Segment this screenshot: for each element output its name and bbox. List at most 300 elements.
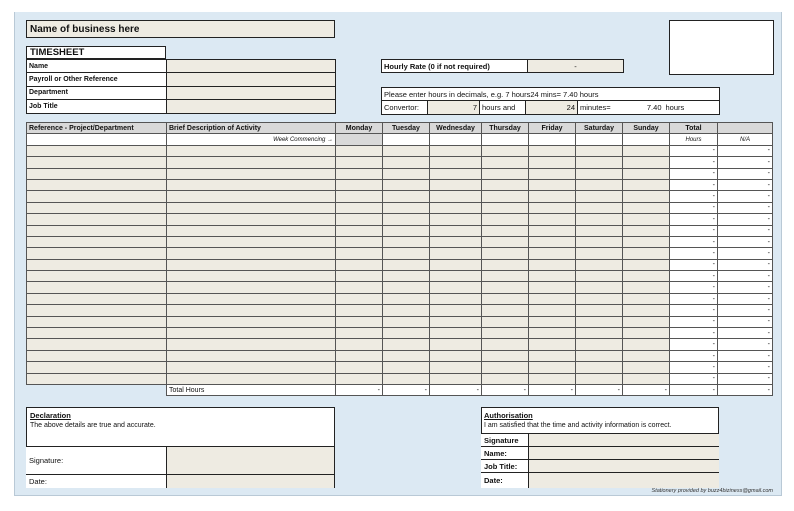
table-row bbox=[27, 271, 773, 282]
monday-hours-input[interactable] bbox=[336, 305, 383, 316]
convertor-hours-input[interactable]: 7 bbox=[428, 101, 480, 114]
thursday-hours-input[interactable] bbox=[482, 248, 529, 259]
header-reference: Reference - Project/Department bbox=[27, 123, 167, 134]
monday-hours-input[interactable] bbox=[336, 316, 383, 327]
monday-hours-input[interactable] bbox=[336, 293, 383, 304]
description-input[interactable] bbox=[167, 225, 336, 236]
row-total-cell: - bbox=[670, 339, 718, 350]
business-name-field[interactable]: Name of business here bbox=[26, 20, 335, 38]
row-total-cell: - bbox=[670, 214, 718, 225]
authorisation-date-input[interactable] bbox=[528, 472, 719, 488]
tuesday-hours-input[interactable] bbox=[383, 350, 430, 361]
header-saturday: Saturday bbox=[576, 123, 623, 134]
table-row bbox=[27, 362, 773, 373]
thursday-hours-input[interactable] bbox=[482, 259, 529, 270]
monday-hours-input[interactable] bbox=[336, 214, 383, 225]
saturday-hours-input[interactable] bbox=[576, 373, 623, 384]
saturday-hours-input[interactable] bbox=[576, 316, 623, 327]
header-wednesday: Wednesday bbox=[430, 123, 482, 134]
convertor-minutes-label: minutes= bbox=[578, 101, 624, 114]
total-hours-value: - bbox=[576, 384, 623, 395]
thursday-hours-input[interactable] bbox=[482, 316, 529, 327]
row-total-cell: - bbox=[670, 157, 718, 168]
friday-hours-input[interactable] bbox=[529, 248, 576, 259]
reference-input[interactable] bbox=[27, 202, 167, 213]
reference-input[interactable] bbox=[27, 236, 167, 247]
saturday-hours-input[interactable] bbox=[576, 191, 623, 202]
thursday-hours-input[interactable] bbox=[482, 293, 529, 304]
saturday-hours-input[interactable] bbox=[576, 282, 623, 293]
reference-input[interactable] bbox=[27, 179, 167, 190]
table-row bbox=[27, 214, 773, 225]
row-na-cell: - bbox=[718, 145, 773, 156]
monday-hours-input[interactable] bbox=[336, 202, 383, 213]
name-input[interactable] bbox=[167, 60, 336, 73]
row-total-cell: - bbox=[670, 248, 718, 259]
saturday-hours-input[interactable] bbox=[576, 225, 623, 236]
sunday-hours-input[interactable] bbox=[623, 305, 670, 316]
tuesday-hours-input[interactable] bbox=[383, 214, 430, 225]
thursday-hours-input[interactable] bbox=[482, 214, 529, 225]
tuesday-hours-input[interactable] bbox=[383, 293, 430, 304]
reference-input[interactable] bbox=[27, 157, 167, 168]
header-sunday: Sunday bbox=[623, 123, 670, 134]
sub-blank bbox=[482, 134, 529, 145]
wednesday-hours-input[interactable] bbox=[430, 271, 482, 282]
friday-hours-input[interactable] bbox=[529, 362, 576, 373]
row-total-cell: - bbox=[670, 145, 718, 156]
employee-field-label: Department bbox=[27, 86, 167, 99]
description-input[interactable] bbox=[167, 179, 336, 190]
friday-hours-input[interactable] bbox=[529, 350, 576, 361]
reference-input[interactable] bbox=[27, 191, 167, 202]
thursday-hours-input[interactable] bbox=[482, 271, 529, 282]
reference-input[interactable] bbox=[27, 316, 167, 327]
wednesday-hours-input[interactable] bbox=[430, 316, 482, 327]
description-input[interactable] bbox=[167, 214, 336, 225]
employee-field-label: Payroll or Other Reference bbox=[27, 73, 167, 86]
sub-blank bbox=[576, 134, 623, 145]
tuesday-hours-input[interactable] bbox=[383, 191, 430, 202]
hourly-rate-label: Hourly Rate (0 if not required) bbox=[382, 60, 528, 73]
row-total-cell: - bbox=[670, 293, 718, 304]
sunday-hours-input[interactable] bbox=[623, 373, 670, 384]
description-input[interactable] bbox=[167, 362, 336, 373]
wednesday-hours-input[interactable] bbox=[430, 214, 482, 225]
sunday-hours-input[interactable] bbox=[623, 157, 670, 168]
authorisation-job-title-input[interactable] bbox=[528, 459, 719, 473]
thursday-hours-input[interactable] bbox=[482, 282, 529, 293]
total-hours-value: - bbox=[623, 384, 670, 395]
friday-hours-input[interactable] bbox=[529, 293, 576, 304]
tuesday-hours-input[interactable] bbox=[383, 157, 430, 168]
reference-input[interactable] bbox=[27, 362, 167, 373]
saturday-hours-input[interactable] bbox=[576, 350, 623, 361]
friday-hours-input[interactable] bbox=[529, 145, 576, 156]
description-input[interactable] bbox=[167, 316, 336, 327]
sunday-hours-input[interactable] bbox=[623, 282, 670, 293]
reference-input[interactable] bbox=[27, 225, 167, 236]
tuesday-hours-input[interactable] bbox=[383, 168, 430, 179]
description-input[interactable] bbox=[167, 168, 336, 179]
sunday-hours-input[interactable] bbox=[623, 362, 670, 373]
logo-box bbox=[669, 20, 774, 75]
tuesday-hours-input[interactable] bbox=[383, 316, 430, 327]
friday-hours-input[interactable] bbox=[529, 179, 576, 190]
sunday-hours-input[interactable] bbox=[623, 339, 670, 350]
row-total-cell: - bbox=[670, 271, 718, 282]
sunday-hours-input[interactable] bbox=[623, 248, 670, 259]
description-input[interactable] bbox=[167, 328, 336, 339]
description-input[interactable] bbox=[167, 202, 336, 213]
authorisation-date-label: Date: bbox=[481, 472, 529, 488]
reference-input[interactable] bbox=[27, 259, 167, 270]
payroll-reference-input[interactable] bbox=[167, 73, 336, 86]
employee-field-row bbox=[27, 60, 336, 73]
monday-hours-input[interactable] bbox=[336, 236, 383, 247]
job-title-input[interactable] bbox=[167, 100, 336, 113]
description-input[interactable] bbox=[167, 282, 336, 293]
footer-note: Stationery provided by buzz4biziness@gmail.com bbox=[651, 488, 773, 494]
sunday-hours-input[interactable] bbox=[623, 168, 670, 179]
sunday-hours-input[interactable] bbox=[623, 293, 670, 304]
sunday-hours-input[interactable] bbox=[623, 316, 670, 327]
thursday-hours-input[interactable] bbox=[482, 236, 529, 247]
header-description: Brief Description of Activity bbox=[167, 123, 336, 134]
description-input[interactable] bbox=[167, 157, 336, 168]
thursday-hours-input[interactable] bbox=[482, 191, 529, 202]
thursday-hours-input[interactable] bbox=[482, 328, 529, 339]
friday-hours-input[interactable] bbox=[529, 157, 576, 168]
tuesday-hours-input[interactable] bbox=[383, 328, 430, 339]
table-row bbox=[27, 282, 773, 293]
saturday-hours-input[interactable] bbox=[576, 214, 623, 225]
tuesday-hours-input[interactable] bbox=[383, 339, 430, 350]
thursday-hours-input[interactable] bbox=[482, 179, 529, 190]
thursday-hours-input[interactable] bbox=[482, 145, 529, 156]
convertor-table bbox=[381, 87, 720, 115]
row-na-cell: - bbox=[718, 350, 773, 361]
monday-hours-input[interactable] bbox=[336, 191, 383, 202]
thursday-hours-input[interactable] bbox=[482, 350, 529, 361]
friday-hours-input[interactable] bbox=[529, 214, 576, 225]
declaration-text: The above details are true and accurate. bbox=[30, 422, 156, 429]
friday-hours-input[interactable] bbox=[529, 271, 576, 282]
sunday-hours-input[interactable] bbox=[623, 271, 670, 282]
description-input[interactable] bbox=[167, 248, 336, 259]
hourly-rate-input[interactable]: - bbox=[528, 60, 624, 73]
wednesday-hours-input[interactable] bbox=[430, 236, 482, 247]
saturday-hours-input[interactable] bbox=[576, 179, 623, 190]
table-row bbox=[27, 373, 773, 384]
wednesday-hours-input[interactable] bbox=[430, 362, 482, 373]
description-input[interactable] bbox=[167, 236, 336, 247]
reference-input[interactable] bbox=[27, 350, 167, 361]
total-unit-label: Hours bbox=[670, 134, 718, 145]
row-total-cell: - bbox=[670, 328, 718, 339]
row-na-cell: - bbox=[718, 202, 773, 213]
saturday-hours-input[interactable] bbox=[576, 157, 623, 168]
friday-hours-input[interactable] bbox=[529, 373, 576, 384]
description-input[interactable] bbox=[167, 259, 336, 270]
reference-input[interactable] bbox=[27, 305, 167, 316]
authorisation-name-input[interactable] bbox=[528, 446, 719, 460]
description-input[interactable] bbox=[167, 350, 336, 361]
tuesday-hours-input[interactable] bbox=[383, 305, 430, 316]
friday-hours-input[interactable] bbox=[529, 225, 576, 236]
row-na-cell: - bbox=[718, 248, 773, 259]
friday-hours-input[interactable] bbox=[529, 328, 576, 339]
table-row bbox=[27, 328, 773, 339]
row-total-cell: - bbox=[670, 373, 718, 384]
monday-hours-input[interactable] bbox=[336, 157, 383, 168]
saturday-hours-input[interactable] bbox=[576, 259, 623, 270]
saturday-hours-input[interactable] bbox=[576, 202, 623, 213]
monday-hours-input[interactable] bbox=[336, 282, 383, 293]
decimal-instructions: Please enter hours in decimals, e.g. 7 hours24 mins= 7.40 hours bbox=[382, 88, 720, 101]
wednesday-hours-input[interactable] bbox=[430, 202, 482, 213]
wednesday-hours-input[interactable] bbox=[430, 350, 482, 361]
row-na-cell: - bbox=[718, 339, 773, 350]
saturday-hours-input[interactable] bbox=[576, 236, 623, 247]
authorisation-panel bbox=[481, 407, 719, 488]
table-row bbox=[27, 191, 773, 202]
description-input[interactable] bbox=[167, 145, 336, 156]
sunday-hours-input[interactable] bbox=[623, 236, 670, 247]
reference-input[interactable] bbox=[27, 145, 167, 156]
monday-hours-input[interactable] bbox=[336, 328, 383, 339]
header-friday: Friday bbox=[529, 123, 576, 134]
friday-hours-input[interactable] bbox=[529, 236, 576, 247]
sunday-hours-input[interactable] bbox=[623, 225, 670, 236]
tuesday-hours-input[interactable] bbox=[383, 236, 430, 247]
table-header-row bbox=[27, 123, 773, 134]
sunday-hours-input[interactable] bbox=[623, 179, 670, 190]
friday-hours-input[interactable] bbox=[529, 168, 576, 179]
reference-input[interactable] bbox=[27, 248, 167, 259]
monday-hours-input[interactable] bbox=[336, 225, 383, 236]
convertor-label: Convertor: bbox=[382, 101, 428, 114]
friday-hours-input[interactable] bbox=[529, 191, 576, 202]
monday-hours-input[interactable] bbox=[336, 145, 383, 156]
wednesday-hours-input[interactable] bbox=[430, 225, 482, 236]
reference-input[interactable] bbox=[27, 328, 167, 339]
thursday-hours-input[interactable] bbox=[482, 157, 529, 168]
wednesday-hours-input[interactable] bbox=[430, 145, 482, 156]
declaration-signature-label: Signature: bbox=[26, 446, 167, 475]
monday-hours-input[interactable] bbox=[336, 248, 383, 259]
saturday-hours-input[interactable] bbox=[576, 271, 623, 282]
tuesday-hours-input[interactable] bbox=[383, 259, 430, 270]
wednesday-hours-input[interactable] bbox=[430, 191, 482, 202]
wednesday-hours-input[interactable] bbox=[430, 293, 482, 304]
friday-hours-input[interactable] bbox=[529, 202, 576, 213]
row-na-cell: - bbox=[718, 362, 773, 373]
description-input[interactable] bbox=[167, 271, 336, 282]
sub-blank bbox=[27, 134, 167, 145]
week-commencing-date-input[interactable] bbox=[336, 134, 383, 145]
thursday-hours-input[interactable] bbox=[482, 225, 529, 236]
thursday-hours-input[interactable] bbox=[482, 362, 529, 373]
total-hours-value: - bbox=[336, 384, 383, 395]
authorisation-signature-input[interactable] bbox=[528, 433, 719, 447]
saturday-hours-input[interactable] bbox=[576, 339, 623, 350]
monday-hours-input[interactable] bbox=[336, 373, 383, 384]
row-total-cell: - bbox=[670, 168, 718, 179]
employee-field-row bbox=[27, 100, 336, 113]
week-commencing-label: Week Commencing → bbox=[167, 134, 336, 145]
tuesday-hours-input[interactable] bbox=[383, 225, 430, 236]
total-hours-value: - bbox=[670, 384, 718, 395]
table-row bbox=[27, 202, 773, 213]
reference-input[interactable] bbox=[27, 373, 167, 384]
convertor-result-label: hours bbox=[664, 101, 720, 114]
department-input[interactable] bbox=[167, 86, 336, 99]
employee-details-table bbox=[26, 59, 336, 114]
wednesday-hours-input[interactable] bbox=[430, 282, 482, 293]
tuesday-hours-input[interactable] bbox=[383, 179, 430, 190]
monday-hours-input[interactable] bbox=[336, 168, 383, 179]
description-input[interactable] bbox=[167, 293, 336, 304]
convertor-result: 7.40 bbox=[624, 101, 664, 114]
reference-input[interactable] bbox=[27, 271, 167, 282]
sunday-hours-input[interactable] bbox=[623, 191, 670, 202]
monday-hours-input[interactable] bbox=[336, 362, 383, 373]
sunday-hours-input[interactable] bbox=[623, 328, 670, 339]
row-na-cell: - bbox=[718, 259, 773, 270]
reference-input[interactable] bbox=[27, 282, 167, 293]
friday-hours-input[interactable] bbox=[529, 316, 576, 327]
thursday-hours-input[interactable] bbox=[482, 168, 529, 179]
sunday-hours-input[interactable] bbox=[623, 350, 670, 361]
thursday-hours-input[interactable] bbox=[482, 373, 529, 384]
employee-field-label: Name bbox=[27, 60, 167, 73]
authorisation-title: Authorisation bbox=[484, 411, 533, 420]
reference-input[interactable] bbox=[27, 168, 167, 179]
tuesday-hours-input[interactable] bbox=[383, 362, 430, 373]
authorisation-signature-label: Signature bbox=[481, 433, 529, 447]
table-row bbox=[27, 350, 773, 361]
tuesday-hours-input[interactable] bbox=[383, 282, 430, 293]
declaration-signature-input[interactable] bbox=[166, 446, 335, 475]
sunday-hours-input[interactable] bbox=[623, 145, 670, 156]
row-na-cell: - bbox=[718, 271, 773, 282]
thursday-hours-input[interactable] bbox=[482, 339, 529, 350]
monday-hours-input[interactable] bbox=[336, 339, 383, 350]
saturday-hours-input[interactable] bbox=[576, 293, 623, 304]
row-total-cell: - bbox=[670, 225, 718, 236]
table-row bbox=[27, 305, 773, 316]
table-row bbox=[27, 225, 773, 236]
table-row bbox=[27, 236, 773, 247]
authorisation-name-label: Name: bbox=[481, 446, 529, 460]
saturday-hours-input[interactable] bbox=[576, 145, 623, 156]
row-na-cell: - bbox=[718, 157, 773, 168]
wednesday-hours-input[interactable] bbox=[430, 305, 482, 316]
friday-hours-input[interactable] bbox=[529, 282, 576, 293]
wednesday-hours-input[interactable] bbox=[430, 248, 482, 259]
declaration-date-input[interactable] bbox=[166, 474, 335, 488]
wednesday-hours-input[interactable] bbox=[430, 339, 482, 350]
sunday-hours-input[interactable] bbox=[623, 214, 670, 225]
description-input[interactable] bbox=[167, 191, 336, 202]
row-total-cell: - bbox=[670, 236, 718, 247]
tuesday-hours-input[interactable] bbox=[383, 271, 430, 282]
tuesday-hours-input[interactable] bbox=[383, 248, 430, 259]
friday-hours-input[interactable] bbox=[529, 259, 576, 270]
row-na-cell: - bbox=[718, 191, 773, 202]
saturday-hours-input[interactable] bbox=[576, 328, 623, 339]
table-row bbox=[27, 179, 773, 190]
tuesday-hours-input[interactable] bbox=[383, 202, 430, 213]
row-na-cell: - bbox=[718, 225, 773, 236]
header-extra bbox=[718, 123, 773, 134]
reference-input[interactable] bbox=[27, 339, 167, 350]
monday-hours-input[interactable] bbox=[336, 350, 383, 361]
tuesday-hours-input[interactable] bbox=[383, 145, 430, 156]
thursday-hours-input[interactable] bbox=[482, 305, 529, 316]
table-row bbox=[27, 259, 773, 270]
description-input[interactable] bbox=[167, 305, 336, 316]
row-total-cell: - bbox=[670, 362, 718, 373]
friday-hours-input[interactable] bbox=[529, 305, 576, 316]
declaration-date-label: Date: bbox=[26, 474, 167, 488]
week-commencing-row bbox=[27, 134, 773, 145]
reference-input[interactable] bbox=[27, 214, 167, 225]
employee-field-label: Job Title bbox=[27, 100, 167, 113]
row-na-cell: - bbox=[718, 282, 773, 293]
friday-hours-input[interactable] bbox=[529, 339, 576, 350]
wednesday-hours-input[interactable] bbox=[430, 259, 482, 270]
table-row bbox=[27, 316, 773, 327]
monday-hours-input[interactable] bbox=[336, 259, 383, 270]
sunday-hours-input[interactable] bbox=[623, 259, 670, 270]
total-hours-label: Total Hours bbox=[167, 384, 336, 395]
row-total-cell: - bbox=[670, 259, 718, 270]
wednesday-hours-input[interactable] bbox=[430, 157, 482, 168]
saturday-hours-input[interactable] bbox=[576, 305, 623, 316]
row-total-cell: - bbox=[670, 179, 718, 190]
table-row bbox=[27, 293, 773, 304]
row-na-cell: - bbox=[718, 168, 773, 179]
total-hours-value: - bbox=[482, 384, 529, 395]
total-row-spacer bbox=[27, 384, 167, 395]
table-row bbox=[27, 168, 773, 179]
wednesday-hours-input[interactable] bbox=[430, 168, 482, 179]
thursday-hours-input[interactable] bbox=[482, 202, 529, 213]
saturday-hours-input[interactable] bbox=[576, 362, 623, 373]
reference-input[interactable] bbox=[27, 293, 167, 304]
convertor-minutes-input[interactable]: 24 bbox=[526, 101, 578, 114]
row-na-cell: - bbox=[718, 373, 773, 384]
wednesday-hours-input[interactable] bbox=[430, 328, 482, 339]
table-row bbox=[27, 157, 773, 168]
monday-hours-input[interactable] bbox=[336, 179, 383, 190]
monday-hours-input[interactable] bbox=[336, 271, 383, 282]
description-input[interactable] bbox=[167, 339, 336, 350]
row-total-cell: - bbox=[670, 305, 718, 316]
description-input[interactable] bbox=[167, 373, 336, 384]
saturday-hours-input[interactable] bbox=[576, 248, 623, 259]
saturday-hours-input[interactable] bbox=[576, 168, 623, 179]
table-row bbox=[27, 248, 773, 259]
row-na-cell: - bbox=[718, 328, 773, 339]
total-hours-value: - bbox=[718, 384, 773, 395]
wednesday-hours-input[interactable] bbox=[430, 179, 482, 190]
tuesday-hours-input[interactable] bbox=[383, 373, 430, 384]
wednesday-hours-input[interactable] bbox=[430, 373, 482, 384]
sunday-hours-input[interactable] bbox=[623, 202, 670, 213]
